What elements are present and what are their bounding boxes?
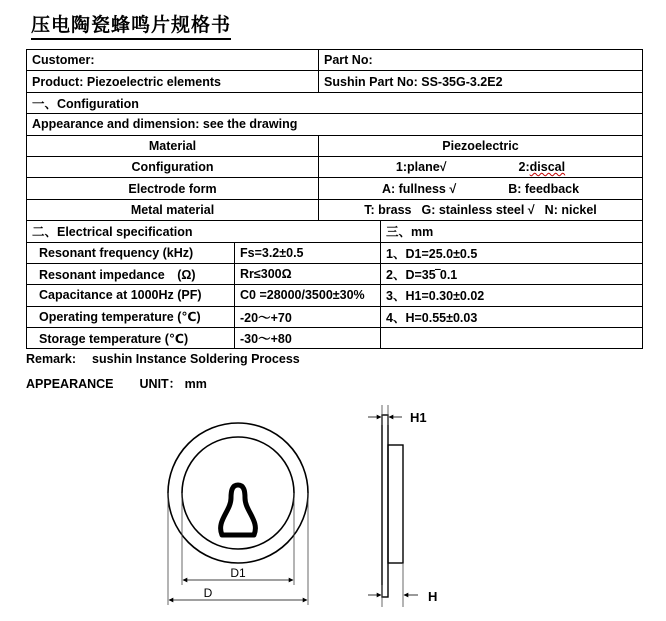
spec-row	[27, 306, 643, 327]
configuration-option-discal-prefix: 2:	[518, 160, 530, 175]
h1-label: H1	[410, 410, 427, 425]
electrode-option-fullness: A: fullness √	[381, 181, 457, 196]
spec-value: C0 =28000/3500±30%	[235, 285, 381, 306]
spec-label: Capacitance at 1000Hz (PF)	[27, 285, 235, 306]
appearance-note: Appearance and dimension: see the drawing	[27, 114, 643, 135]
product-row	[27, 71, 643, 92]
dimension-value	[381, 328, 643, 349]
configuration-label: Configuration	[27, 156, 319, 177]
d-label: D	[203, 586, 213, 600]
configuration-options	[319, 156, 643, 177]
spec-table	[26, 49, 643, 349]
electrical-section-row	[27, 221, 643, 242]
spec-row	[27, 263, 643, 284]
appearance-drawing	[0, 395, 666, 621]
spec-value: -20～+70	[235, 306, 381, 327]
spec-row	[27, 242, 643, 263]
product-cell: Product: Piezoelectric elements	[27, 71, 319, 92]
electrode-options	[319, 178, 643, 199]
part-no-cell: Part No:	[319, 50, 643, 71]
electrode-row	[27, 178, 643, 199]
customer-row	[27, 50, 643, 71]
metal-option-brass: T: brass	[364, 202, 412, 217]
material-value: Piezoelectric	[319, 135, 643, 156]
metal-option-stainless: G: stainless steel √	[421, 202, 535, 217]
remark-text: sushin Instance Soldering Process	[92, 352, 300, 366]
configuration-row	[27, 156, 643, 177]
disc-side-view	[368, 405, 437, 607]
disc-front-view	[168, 423, 308, 563]
configuration-option-discal: discal	[529, 160, 566, 175]
configuration-section-row	[27, 92, 643, 113]
metal-option-nickel: N: nickel	[544, 202, 597, 217]
spec-label: Storage temperature (℃)	[27, 328, 235, 349]
dimension-d1	[182, 493, 294, 585]
appearance-note-row	[27, 114, 643, 135]
outer-disc-outline	[168, 423, 308, 563]
metal-options	[319, 199, 643, 220]
remark-line	[26, 352, 300, 366]
h-label: H	[428, 589, 438, 604]
material-label: Material	[27, 135, 319, 156]
document-title: 压电陶瓷蜂鸣片规格书	[31, 13, 231, 40]
configuration-option-plane: 1:plane√	[395, 160, 447, 175]
ceramic-layer-side	[388, 445, 403, 563]
spec-value: -30～+80	[235, 328, 381, 349]
dimension-value: 2、D=35‾0.1	[381, 263, 643, 284]
sushin-part-cell: Sushin Part No: SS-35G-3.2E2	[319, 71, 643, 92]
spec-label: Resonant impedance (Ω)	[27, 263, 235, 284]
d1-label: D1	[230, 566, 246, 580]
ceramic-outline	[182, 437, 294, 549]
electrical-section-title: 二、Electrical specification	[27, 221, 381, 242]
metal-row	[27, 199, 643, 220]
dimension-section-title: 三、mm	[381, 221, 643, 242]
dimension-value: 1、D1=25.0±0.5	[381, 242, 643, 263]
spec-row	[27, 285, 643, 306]
electrode-pattern	[221, 485, 256, 535]
unit-label: UNIT： mm	[139, 377, 207, 391]
electrode-option-feedback: B: feedback	[508, 181, 580, 196]
metal-label: Metal material	[27, 199, 319, 220]
electrode-label: Electrode form	[27, 178, 319, 199]
spec-label: Operating temperature (℃)	[27, 306, 235, 327]
spec-row	[27, 328, 643, 349]
customer-cell: Customer:	[27, 50, 319, 71]
metal-plate-side	[382, 415, 388, 597]
remark-label: Remark:	[26, 352, 77, 366]
configuration-section-title: 一、Configuration	[27, 92, 643, 113]
dimension-value: 4、H=0.55±0.03	[381, 306, 643, 327]
spec-value: Rr≤300Ω	[235, 263, 381, 284]
material-row	[27, 135, 643, 156]
appearance-line	[26, 374, 207, 392]
spec-label: Resonant frequency (kHz)	[27, 242, 235, 263]
spec-value: Fs=3.2±0.5	[235, 242, 381, 263]
appearance-label: APPEARANCE	[26, 377, 114, 391]
dimension-value: 3、H1=0.30±0.02	[381, 285, 643, 306]
